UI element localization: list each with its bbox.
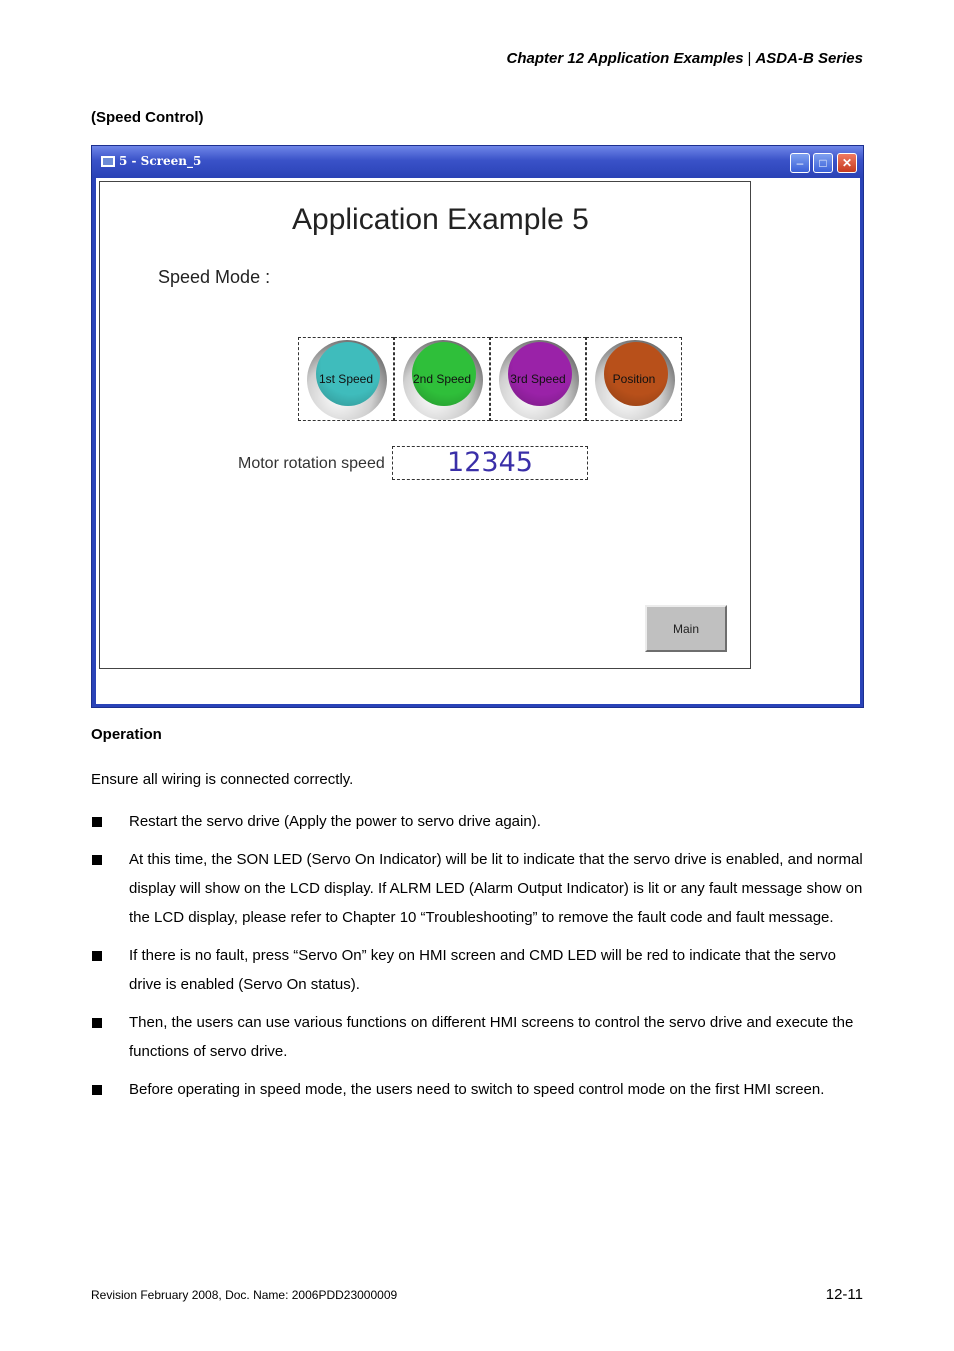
window-icon: [101, 156, 115, 167]
hmi-window: [91, 145, 864, 708]
page-number: 12-11: [825, 1286, 863, 1303]
position-button[interactable]: [586, 337, 682, 421]
minimize-icon[interactable]: –: [790, 153, 810, 173]
series-title: ASDA-B Series: [755, 50, 863, 67]
chapter-title: Chapter 12 Application Examples: [506, 50, 744, 67]
second-speed-button[interactable]: [394, 337, 490, 421]
motor-speed-label: Motor rotation speed: [238, 455, 385, 472]
maximize-icon[interactable]: □: [813, 153, 833, 173]
window-titlebar[interactable]: [92, 146, 863, 178]
square-bullet-icon: [92, 1018, 102, 1028]
operation-intro: Ensure all wiring is connected correctly.: [91, 771, 354, 788]
list-item-text: Restart the servo drive (Apply the power to servo drive again).: [129, 813, 541, 830]
list-item: [91, 1008, 866, 1066]
list-item: [91, 941, 866, 999]
speed-mode-label: Speed Mode :: [158, 267, 271, 287]
square-bullet-icon: [92, 1085, 102, 1095]
list-item-text: Then, the users can use various functions on different HMI screens to control the servo drive and execute the functions of servo drive.: [129, 1014, 854, 1060]
first-speed-button[interactable]: [298, 337, 394, 421]
list-item: [91, 807, 866, 836]
square-bullet-icon: [92, 951, 102, 961]
operation-steps: [91, 807, 866, 1113]
main-button[interactable]: Main: [645, 605, 727, 652]
position-label: Position: [612, 372, 656, 386]
operation-title: Operation: [91, 726, 162, 743]
third-speed-button[interactable]: [490, 337, 586, 421]
list-item-text: Before operating in speed mode, the users need to switch to speed control mode on the first HMI screen.: [129, 1081, 825, 1098]
list-item: [91, 1075, 866, 1104]
close-icon[interactable]: ✕: [837, 153, 857, 173]
footer-revision: Revision February 2008, Doc. Name: 2006PDD23000009: [91, 1288, 398, 1302]
window-client-area: [96, 178, 860, 704]
list-item-text: If there is no fault, press “Servo On” key on HMI screen and CMD LED will be red to indicate that the servo drive is enabled (Servo On status).: [129, 947, 836, 993]
list-item-text: At this time, the SON LED (Servo On Indicator) will be lit to indicate that the servo drive is enabled, and normal display will show on the LCD display. If ALRM LED (Alarm Output Indicator) is lit or any fault message show on the LCD display, please refer to Chapter 10 “Troubleshooting” to remove the fault code and fault message.: [129, 851, 863, 926]
hmi-screen-panel: [99, 181, 751, 669]
first-speed-label: 1st Speed: [318, 372, 374, 386]
square-bullet-icon: [92, 817, 102, 827]
header-separator: |: [747, 50, 752, 67]
square-bullet-icon: [92, 855, 102, 865]
running-header: [507, 50, 863, 67]
screen-title: Application Example 5: [292, 203, 589, 236]
motor-speed-display: 12345: [392, 446, 588, 480]
section-title: (Speed Control): [91, 109, 204, 126]
second-speed-label: 2nd Speed: [412, 372, 472, 386]
third-speed-label: 3rd Speed: [510, 372, 566, 386]
window-title: 5 - Screen_5: [119, 154, 202, 168]
list-item: [91, 845, 866, 932]
